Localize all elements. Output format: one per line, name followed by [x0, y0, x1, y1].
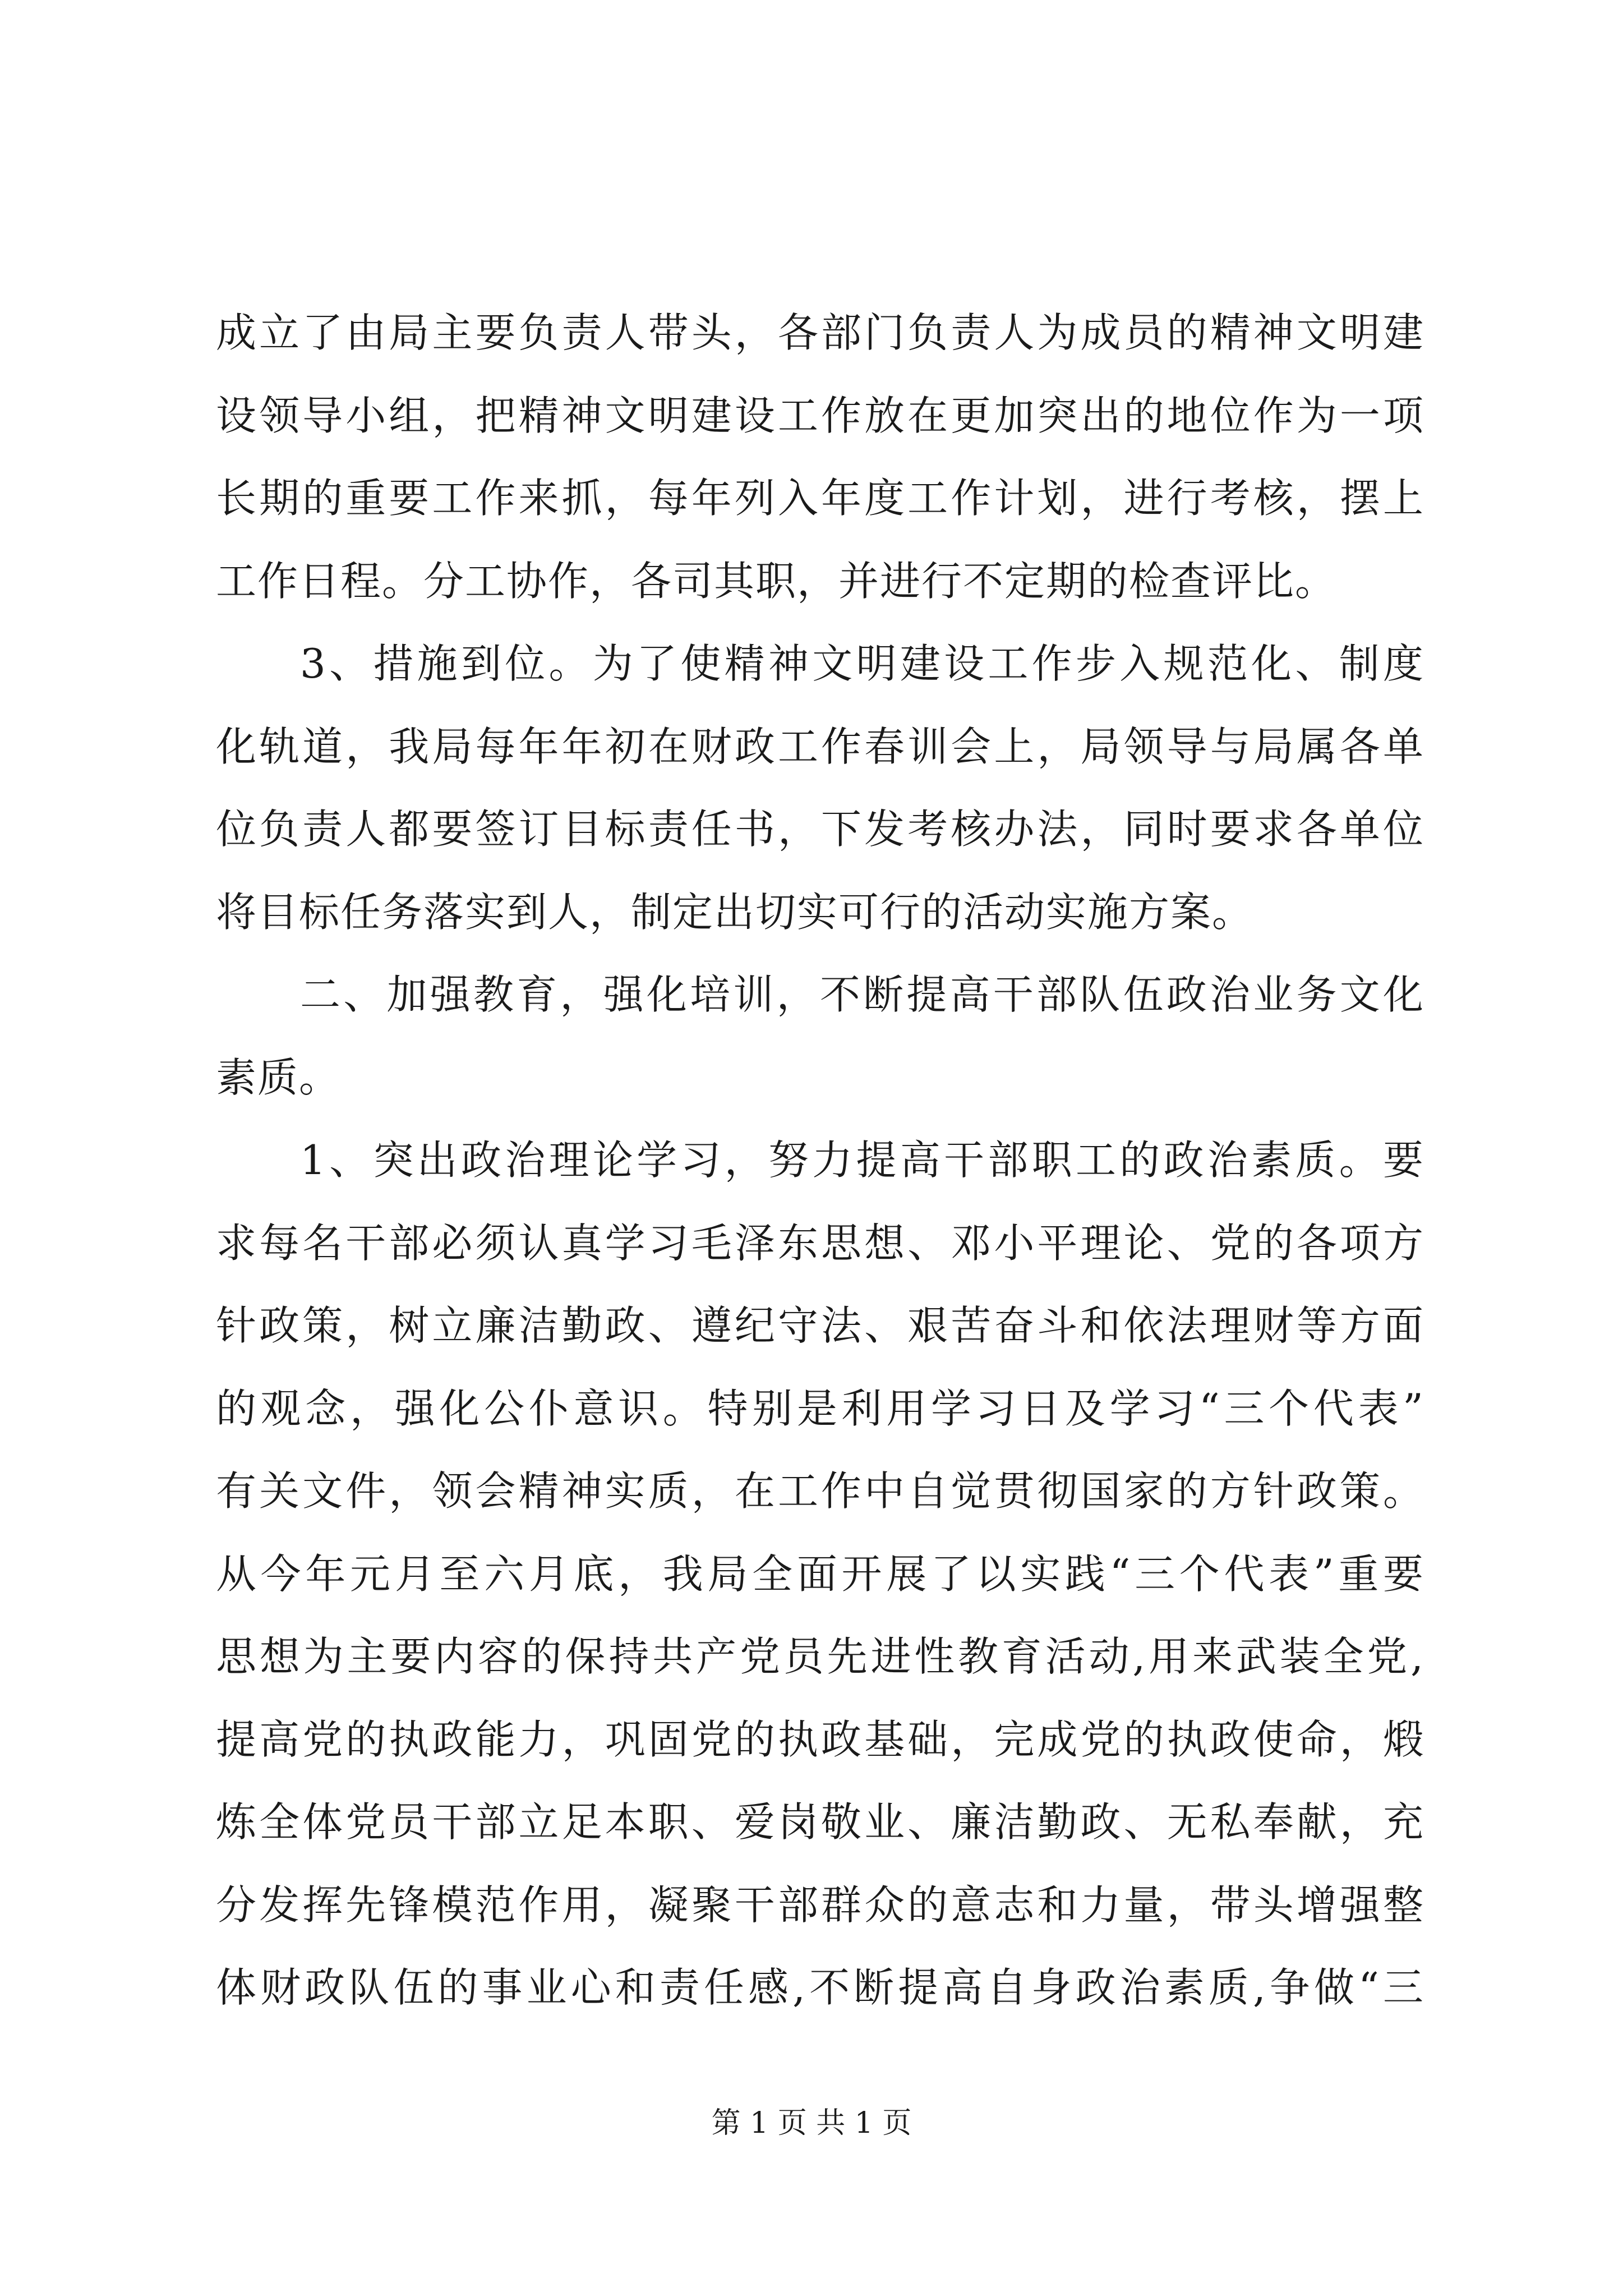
text-line: 成立了由局主要负责人带头，各部门负责人为成员的精神文明建	[216, 309, 1424, 356]
text-line: 3、措施到位。为了使精神文明建设工作步入规范化、制度	[300, 640, 1424, 687]
text-line: 有关文件，领会精神实质，在工作中自觉贯彻国家的方针政策。	[216, 1467, 1424, 1515]
text-line: 位负责人都要签订目标责任书，下发考核办法，同时要求各单位	[216, 806, 1424, 853]
text-line: 炼全体党员干部立足本职、爱岗敬业、廉洁勤政、无私奉献，充	[216, 1798, 1424, 1846]
page-number-footer: 第 1 页 共 1 页	[711, 2106, 912, 2140]
text-line: 将目标任务落实到人，制定出切实可行的活动实施方案。	[216, 888, 1254, 936]
text-line: 求每名干部必须认真学习毛泽东思想、邓小平理论、党的各项方	[216, 1219, 1424, 1267]
section-heading-line: 二、加强教育，强化培训，不断提高干部队伍政治业务文化	[300, 971, 1424, 1018]
text-line: 体财政队伍的事业心和责任感,不断提高自身政治素质,争做“三	[216, 1964, 1424, 2011]
text-line: 工作日程。分工协作，各司其职，并进行不定期的检查评比。	[216, 557, 1337, 605]
section-heading-line: 素质。	[216, 1053, 341, 1101]
text-line: 针政策，树立廉洁勤政、遵纪守法、艰苦奋斗和依法理财等方面	[216, 1302, 1424, 1349]
text-line: 设领导小组，把精神文明建设工作放在更加突出的地位作为一项	[216, 392, 1424, 439]
text-line: 思想为主要内容的保持共产党员先进性教育活动,用来武装全党,	[216, 1633, 1424, 1680]
document-body	[216, 292, 1424, 2030]
text-line: 化轨道，我局每年年初在财政工作春训会上，局领导与局属各单	[216, 723, 1424, 770]
text-line: 分发挥先锋模范作用，凝聚干部群众的意志和力量，带头增强整	[216, 1881, 1424, 1929]
text-line: 长期的重要工作来抓，每年列入年度工作计划，进行考核，摆上	[216, 475, 1424, 522]
text-line: 提高党的执政能力，巩固党的执政基础，完成党的执政使命，煅	[216, 1715, 1424, 1763]
text-line: 1、突出政治理论学习，努力提高干部职工的政治素质。要	[300, 1137, 1424, 1184]
text-line: 从今年元月至六月底，我局全面开展了以实践“三个代表”重要	[216, 1550, 1424, 1598]
text-line: 的观念，强化公仆意识。特别是利用学习日及学习“三个代表”	[216, 1384, 1424, 1432]
